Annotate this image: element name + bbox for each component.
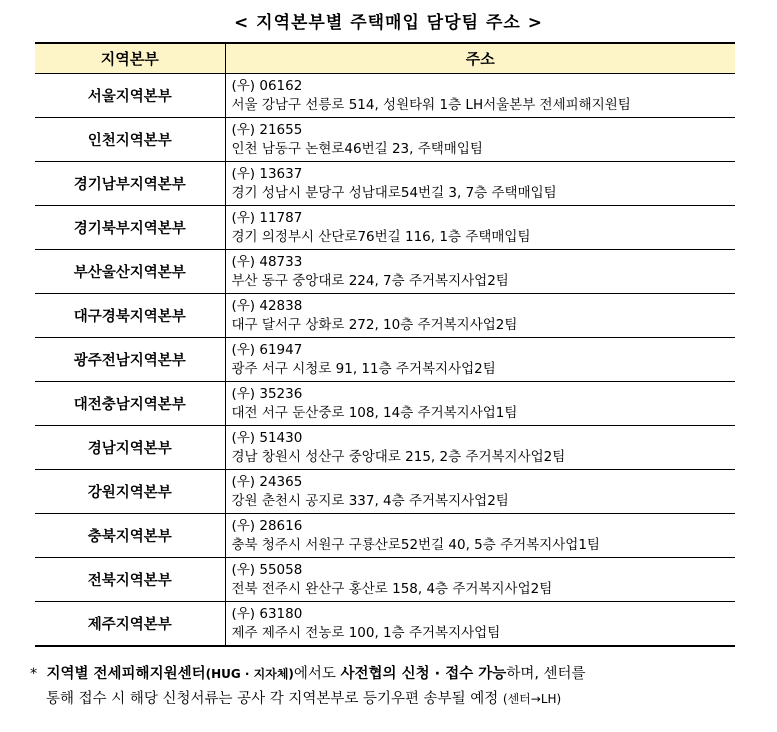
table-row xyxy=(35,74,735,118)
zip-code: (우) 11787 xyxy=(231,209,303,226)
footnote-paren: (HUG · 지자체) xyxy=(205,667,294,681)
street-address: 경기 의정부시 산단로76번길 116, 1층 주택매입팀 xyxy=(231,228,531,245)
zip-code: (우) 63180 xyxy=(231,605,303,622)
zip-code: (우) 13637 xyxy=(231,165,303,182)
address-cell xyxy=(225,250,735,294)
street-address: 부산 동구 중앙대로 224, 7층 주거복지사업2팀 xyxy=(231,272,509,289)
footnote-bold-center: 지역별 전세피해지원센터 xyxy=(46,666,206,682)
region-name: 경기남부지역본부 xyxy=(35,162,225,206)
street-address: 대구 달서구 상화로 272, 10층 주거복지사업2팀 xyxy=(231,316,518,333)
zip-code: (우) 51430 xyxy=(231,429,303,446)
table-row xyxy=(35,514,735,558)
table-row xyxy=(35,426,735,470)
header-region: 지역본부 xyxy=(35,43,225,74)
footnote-line2-text: 통해 접수 시 해당 신청서류는 공사 각 지역본부로 등기우편 송부될 예정 xyxy=(46,691,503,707)
region-name: 대전충남지역본부 xyxy=(35,382,225,426)
address-cell xyxy=(225,162,735,206)
zip-code: (우) 42838 xyxy=(231,297,303,314)
region-name: 서울지역본부 xyxy=(35,74,225,118)
street-address: 제주 제주시 전농로 100, 1층 주거복지사업팀 xyxy=(231,624,501,641)
footnote-text-2: 하며, 센터를 xyxy=(506,666,586,682)
region-name: 강원지역본부 xyxy=(35,470,225,514)
address-cell xyxy=(225,602,735,647)
region-name: 제주지역본부 xyxy=(35,602,225,647)
footnote-line2-small: (센터→LH) xyxy=(502,692,562,706)
address-cell xyxy=(225,338,735,382)
table-header-row xyxy=(35,43,735,74)
table-row xyxy=(35,382,735,426)
table-row xyxy=(35,558,735,602)
street-address: 인천 남동구 논현로46번길 23, 주택매입팀 xyxy=(231,140,483,157)
region-name: 경기북부지역본부 xyxy=(35,206,225,250)
footnote-bullet: * xyxy=(30,666,38,682)
zip-code: (우) 21655 xyxy=(231,121,303,138)
address-table xyxy=(35,42,735,647)
address-cell xyxy=(225,382,735,426)
region-name: 인천지역본부 xyxy=(35,118,225,162)
region-name: 전북지역본부 xyxy=(35,558,225,602)
zip-code: (우) 35236 xyxy=(231,385,303,402)
street-address: 경기 성남시 분당구 성남대로54번길 3, 7층 주택매입팀 xyxy=(231,184,557,201)
footnote-line-2 xyxy=(30,687,735,712)
region-name: 대구경북지역본부 xyxy=(35,294,225,338)
street-address: 충북 청주시 서원구 구룡산로52번길 40, 5층 주거복지사업1팀 xyxy=(231,536,600,553)
region-name: 부산울산지역본부 xyxy=(35,250,225,294)
street-address: 광주 서구 시청로 91, 11층 주거복지사업2팀 xyxy=(231,360,496,377)
street-address: 서울 강남구 선릉로 514, 성원타워 1층 LH서울본부 전세피해지원팀 xyxy=(231,96,631,113)
header-address: 주소 xyxy=(225,43,735,74)
table-row xyxy=(35,294,735,338)
address-cell xyxy=(225,426,735,470)
street-address: 강원 춘천시 공지로 337, 4층 주거복지사업2팀 xyxy=(231,492,509,509)
region-name: 경남지역본부 xyxy=(35,426,225,470)
zip-code: (우) 28616 xyxy=(231,517,303,534)
address-cell xyxy=(225,470,735,514)
address-cell xyxy=(225,118,735,162)
region-name: 충북지역본부 xyxy=(35,514,225,558)
footnote xyxy=(30,662,735,712)
table-row xyxy=(35,250,735,294)
address-cell xyxy=(225,74,735,118)
table-row xyxy=(35,118,735,162)
table-row xyxy=(35,338,735,382)
address-cell xyxy=(225,514,735,558)
table-row xyxy=(35,602,735,647)
region-name: 광주전남지역본부 xyxy=(35,338,225,382)
footnote-bold-consult: 사전협의 신청 · 접수 가능 xyxy=(340,666,507,682)
address-cell xyxy=(225,294,735,338)
page-title: < 지역본부별 주택매입 담당팀 주소 > xyxy=(234,13,543,33)
table-row xyxy=(35,470,735,514)
footnote-text-1: 에서도 xyxy=(293,666,341,682)
street-address: 대전 서구 둔산중로 108, 14층 주거복지사업1팀 xyxy=(231,404,518,421)
street-address: 전북 전주시 완산구 홍산로 158, 4층 주거복지사업2팀 xyxy=(231,580,553,597)
address-cell xyxy=(225,558,735,602)
zip-code: (우) 48733 xyxy=(231,253,303,270)
table-row xyxy=(35,162,735,206)
zip-code: (우) 55058 xyxy=(231,561,303,578)
street-address: 경남 창원시 성산구 중앙대로 215, 2층 주거복지사업2팀 xyxy=(231,448,566,465)
zip-code: (우) 24365 xyxy=(231,473,303,490)
zip-code: (우) 61947 xyxy=(231,341,303,358)
address-cell xyxy=(225,206,735,250)
table-row xyxy=(35,206,735,250)
zip-code: (우) 06162 xyxy=(231,77,303,94)
footnote-line-1 xyxy=(30,662,735,687)
